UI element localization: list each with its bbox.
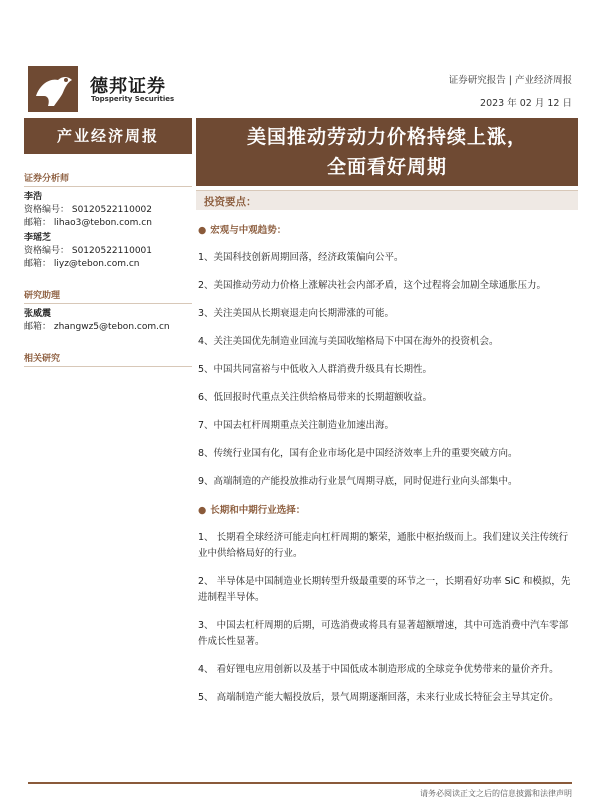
list-item: 1、美国科技创新周期回落，经济政策偏向公平。 — [198, 252, 404, 263]
key-points-label: 投资要点： — [204, 196, 257, 208]
bullet-icon: ● — [198, 225, 207, 236]
assistant-heading: 研究助理 — [24, 285, 192, 304]
list-item: 1、 长期看全球经济可能走向杠杆周期的繁荣，通胀中枢抬级而上。我们建议关注传统行业中供给格局好的行业。 — [198, 532, 569, 559]
report-title — [196, 118, 578, 186]
analyst-heading: 证券分析师 — [24, 168, 192, 187]
key-points-bar — [196, 190, 578, 210]
list-item: 5、中国共同富裕与中低收入人群消费升级具有长期性。 — [198, 364, 433, 375]
list-item: 4、关注美国优先制造业回流与美国收缩格局下中国在海外的投资机会。 — [198, 336, 499, 347]
sidebar — [24, 168, 192, 371]
list-item: 6、低回报时代重点关注供给格局带来的长期超额收益。 — [198, 392, 433, 403]
assistant-email: 邮箱： zhangwz5@tebon.com.cn — [24, 322, 170, 332]
report-category: 产业经济周报 — [24, 118, 192, 154]
list-item: 8、传统行业国有化，国有企业市场化是中国经济效率上升的重要突破方向。 — [198, 448, 518, 459]
analyst-cert: 资格编号： S0120522110001 — [24, 246, 153, 256]
section-heading: ● 长期和中期行业选择： — [198, 505, 306, 516]
section-heading: ● 宏观与中观趋势： — [198, 225, 287, 236]
title-line-1: 美国推动劳动力价格持续上涨， — [246, 126, 527, 148]
main-content — [198, 222, 576, 718]
brand-name-cn: 德邦证券 — [90, 76, 166, 97]
report-type: 证券研究报告 | 产业经济周报 — [448, 75, 572, 86]
list-item: 2、 半导体是中国制造业长期转型升级最重要的环节之一，长期看好功率 SiC 和模拟，先进制程半导体。 — [198, 576, 571, 603]
list-item: 9、高端制造的产能投放推动行业景气周期寻底，同时促进行业向头部集中。 — [198, 476, 518, 487]
analyst-email: 邮箱： liyz@tebon.com.cn — [24, 259, 140, 269]
title-line-2: 全面看好周期 — [326, 156, 447, 178]
list-item: 5、 高端制造产能大幅投放后，景气周期逐渐回落，未来行业成长特征会主导其定价。 — [198, 692, 559, 703]
analyst-name: 李浩 — [24, 192, 43, 202]
brand-name-en: Topsperity Securities — [91, 95, 175, 103]
report-date: 2023 年 02 月 12 日 — [480, 98, 572, 109]
list-item: 7、中国去杠杆周期重点关注制造业加速出海。 — [198, 420, 395, 431]
list-item: 3、 中国去杠杆周期的后期，可选消费或将具有显著超额增速，其中可选消费中汽车零部件成长性显著。 — [198, 620, 569, 647]
company-logo — [28, 66, 78, 112]
related-research-heading: 相关研究 — [24, 348, 192, 367]
list-item: 2、美国推动劳动力价格上涨解决社会内部矛盾，这个过程将会加剧全球通胀压力。 — [198, 280, 547, 291]
footer-disclaimer: 请务必阅读正文之后的信息披露和法律声明 — [420, 789, 572, 798]
bullet-icon: ● — [198, 505, 207, 516]
list-item: 4、 看好锂电应用创新以及基于中国低成本制造形成的全球竞争优势带来的量价齐升。 — [198, 664, 559, 675]
assistant-name: 张威震 — [24, 309, 52, 319]
analyst-name: 李瑶芝 — [24, 233, 52, 243]
analyst-email: 邮箱： lihao3@tebon.com.cn — [24, 218, 152, 228]
footer-divider — [28, 782, 572, 784]
analyst-cert: 资格编号： S0120522110002 — [24, 205, 153, 215]
list-item: 3、关注美国从长期衰退走向长期滞涨的可能。 — [198, 308, 395, 319]
